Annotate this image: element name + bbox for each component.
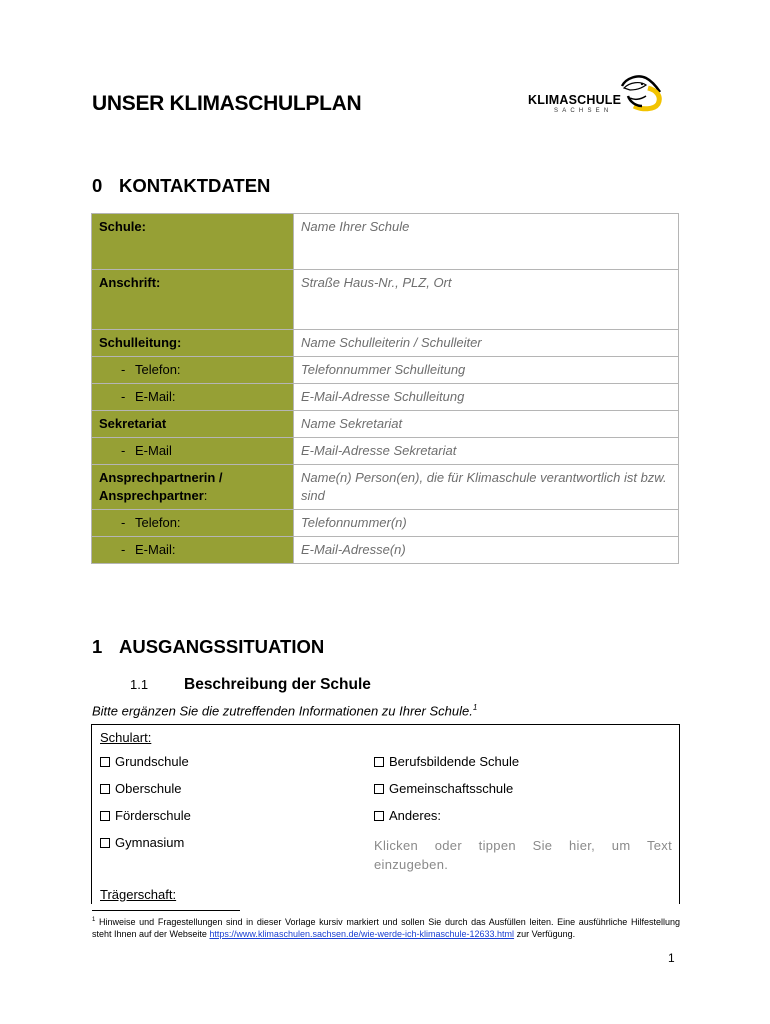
input-schulleitung[interactable]: Name Schulleiterin / Schulleiter [294, 330, 679, 357]
input-schule[interactable]: Name Ihrer Schule [294, 214, 679, 270]
checkbox-icon [374, 757, 384, 767]
section-heading-ausgangssituation: 1 AUSGANGSSITUATION [92, 636, 325, 657]
schulart-label: Schulart: [100, 730, 152, 745]
label-sekretariat: Sekretariat [92, 411, 294, 438]
table-row [92, 510, 679, 537]
section-heading-kontaktdaten: 0 KONTAKTDATEN [92, 175, 271, 196]
table-row [92, 411, 679, 438]
input-sekretariat[interactable]: Name Sekretariat [294, 411, 679, 438]
table-row [92, 384, 679, 411]
traegerschaft-label: Trägerschaft: [100, 887, 177, 902]
input-email-sekretariat[interactable]: E-Mail-Adresse Sekretariat [294, 438, 679, 465]
checkbox-icon [100, 838, 110, 848]
schule-info-box [91, 724, 680, 904]
checkbox-icon [100, 784, 110, 794]
label-ansprechpartner: Ansprechpartnerin / Ansprechpartner: [92, 465, 294, 510]
table-row [92, 465, 679, 510]
checkbox-icon [100, 811, 110, 821]
label-email-schulleitung: - E-Mail: [92, 384, 294, 411]
label-email-sekretariat: - E-Mail [92, 438, 294, 465]
contact-table [91, 213, 679, 564]
document-title: UNSER KLIMASCHULPLAN [92, 92, 362, 115]
label-email-ansprechpartner: - E-Mail: [92, 537, 294, 564]
page-number: 1 [668, 951, 675, 965]
table-row [92, 330, 679, 357]
label-anschrift: Anschrift: [92, 270, 294, 330]
klimaschule-logo [528, 72, 668, 120]
label-schule: Schule: [92, 214, 294, 270]
table-row [92, 438, 679, 465]
polar-bear-icon [616, 72, 664, 112]
label-telefon-schulleitung: - Telefon: [92, 357, 294, 384]
checkbox-foerderschule[interactable]: Förderschule [100, 808, 191, 823]
table-row [92, 270, 679, 330]
checkbox-grundschule[interactable]: Grundschule [100, 754, 189, 769]
input-email-schulleitung[interactable]: E-Mail-Adresse Schulleitung [294, 384, 679, 411]
checkbox-icon [100, 757, 110, 767]
input-anschrift[interactable]: Straße Haus-Nr., PLZ, Ort [294, 270, 679, 330]
checkbox-icon [374, 811, 384, 821]
input-telefon-schulleitung[interactable]: Telefonnummer Schulleitung [294, 357, 679, 384]
checkbox-anderes[interactable]: Anderes: [374, 808, 441, 823]
checkbox-icon [374, 784, 384, 794]
checkbox-berufsbildende-schule[interactable]: Berufsbildende Schule [374, 754, 519, 769]
label-schulleitung: Schulleitung: [92, 330, 294, 357]
table-row [92, 214, 679, 270]
input-ansprechpartner[interactable]: Name(n) Person(en), die für Klimaschule verantwortlich ist bzw. sind [294, 465, 679, 510]
intro-text: Bitte ergänzen Sie die zutreffenden Informationen zu Ihrer Schule.$^1$ [92, 703, 478, 719]
input-telefon-ansprechpartner[interactable]: Telefonnummer(n) [294, 510, 679, 537]
checkbox-oberschule[interactable]: Oberschule [100, 781, 181, 796]
footnote-link[interactable]: https://www.klimaschulen.sachsen.de/wie-werde-ich-klimaschule-12633.html [209, 928, 515, 939]
table-row [92, 357, 679, 384]
table-row [92, 537, 679, 564]
subsection-heading: 1.1 Beschreibung der Schule [130, 676, 371, 693]
checkbox-gymnasium[interactable]: Gymnasium [100, 835, 184, 850]
anderes-text-input[interactable]: Klicken oder tippen Sie hier, um Text [374, 838, 672, 853]
input-email-ansprechpartner[interactable]: E-Mail-Adresse(n) [294, 537, 679, 564]
anderes-text-input-cont[interactable]: einzugeben. [374, 857, 449, 872]
checkbox-gemeinschaftsschule[interactable]: Gemeinschaftsschule [374, 781, 513, 796]
footnote: $^1$ Hinweise und Fragestellungen sind in dieser Vorlage kursiv markiert und sollen Sie durch das Ausfüllen leiten. Eine ausführliche Hilfestellung steht Ihnen auf der Webseite https://www.klimaschulen.sachsen.de/wie-werde-ich-klimaschule-12633.html zur Verfügung. [92, 917, 680, 939]
logo-word: KLIMASCHULE [528, 93, 622, 107]
logo-subtitle: SACHSEN [554, 108, 613, 114]
label-telefon-ansprechpartner: - Telefon: [92, 510, 294, 537]
footnote-separator [92, 910, 240, 911]
